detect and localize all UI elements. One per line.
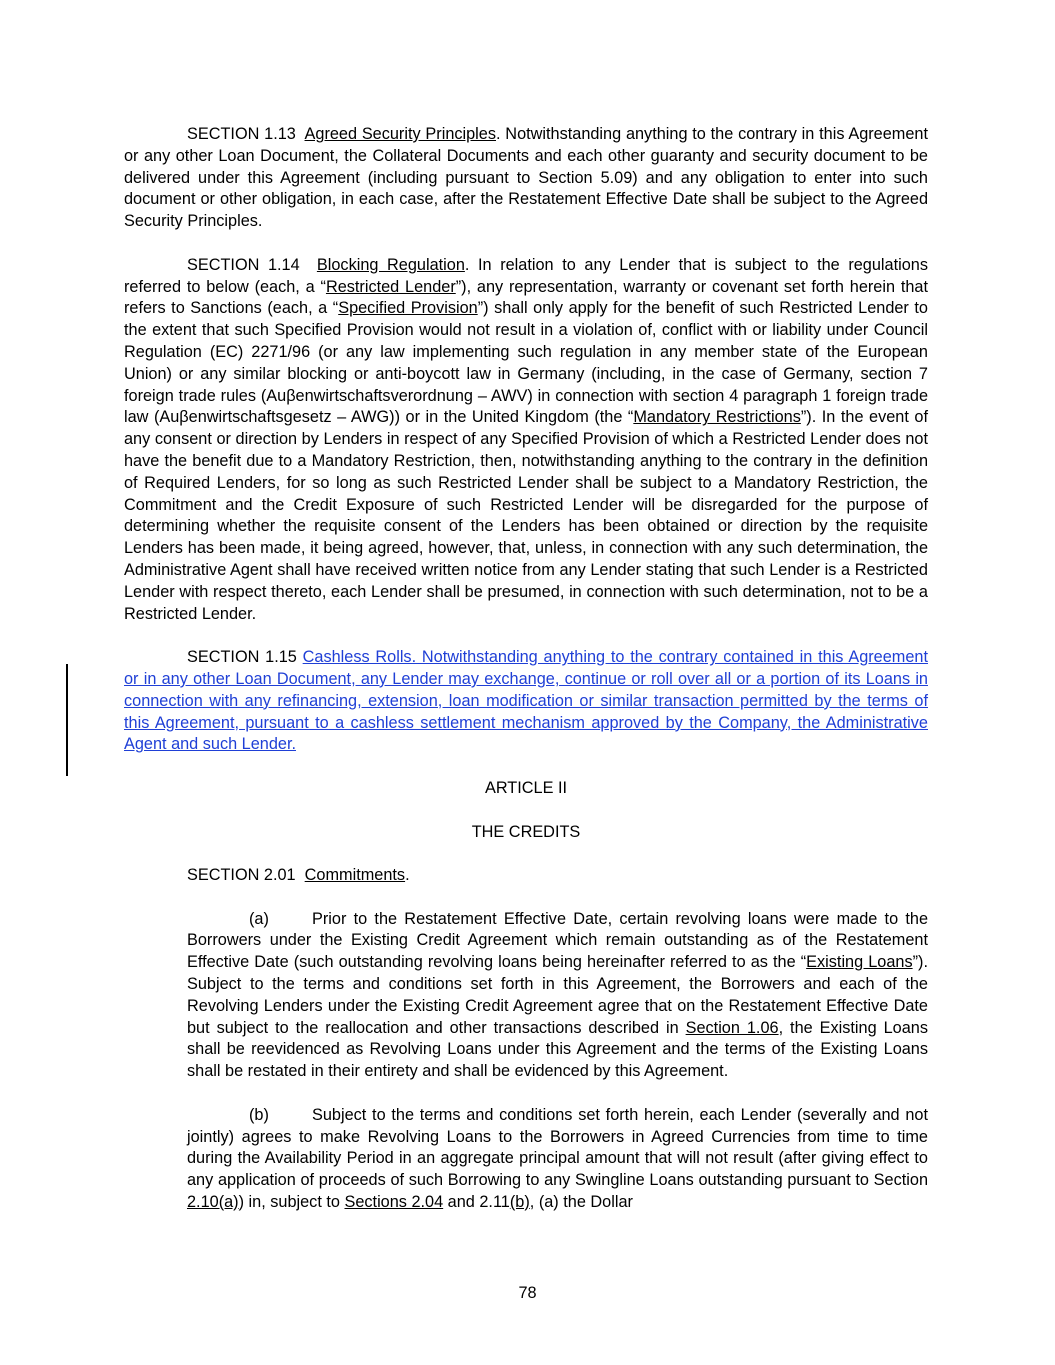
paragraph-text: Subject to the terms and conditions set forth herein, each Lender (severally and not jointly) agrees to make Revolving Loans to the Borrowers in Agreed Currencies from time to time during the Availability Period in an aggregate principal amount that will not result (after giving effect to any application of proceeds of such Borrowing to any Swingline Loans outstanding pursuant to Section xyxy=(187,1105,928,1190)
section-1-14 xyxy=(124,255,928,626)
section-text: ”). In the event of any consent or direction by Lenders in respect of any Specified Provision of which a Restricted Lender does not have the benefit due to a Mandatory Restriction, then, notwithstanding anything to the contrary in the definition of Required Lenders, for so long as such Restricted Lender shall be subject to a Mandatory Restriction, the Commitment and the Credit Exposure of such Restricted Lender will be disregarded for the purpose of determining whether the requisite consent of the Lenders has been obtained or direction by the requisite Lenders has been made, it being agreed, however, that, unless, in connection with any such determination, the Administrative Agent shall have received written notice from any Lender stating that such Lender is a Restricted Lender with respect thereto, each Lender shall be presumed, in connection with such determination, not to be a Restricted Lender. xyxy=(124,408,928,623)
cross-reference: Section 1.06 xyxy=(685,1018,779,1037)
defined-term: Restricted Lender xyxy=(325,277,456,296)
paragraph-text: Prior to the Restatement Effective Date, certain revolving loans were made to the Borrowers under the Existing Credit Agreement which remain outstanding as of the Restatement Effective Date (such outstanding revolving loans being hereinafter referred to as the “ xyxy=(187,909,928,972)
paragraph-b xyxy=(187,1105,928,1214)
section-number: SECTION 1.14 xyxy=(187,255,300,274)
section-text: . In relation to any Lender that is subject to the regulations referred to below (each, a “ xyxy=(124,255,928,296)
paragraph-text: ) in, subject to xyxy=(238,1193,345,1212)
cross-reference: Sections 2.04 xyxy=(344,1193,444,1212)
document-body xyxy=(124,124,928,1214)
paragraph-label: (a) xyxy=(249,909,269,928)
section-text: ”) shall only apply for the benefit of such Restricted Lender to the extent that such Specified Provision would not result in a violation of, conflict with or liability under Council Regulation (EC) 2271/96 (or any law implementing such regulation in any member state of the European Union) or any similar blocking or anti-boycott law in Germany (including, in the case of Germany, section 7 foreign trade rules (Auβenwirtschaftsverordnung – AWV) in connection with section 4 paragraph 1 foreign trade law (Auβenwirtschaftsgesetz – AWG)) or in the United Kingdom (the “ xyxy=(124,299,928,427)
paragraph-text: ”). Subject to the terms and conditions set forth in this Agreement, the Borrowers and each of the Revolving Lenders under the Existing Credit Agreement agree that on the Restatement Effective Date but subject to the reallocation and other transactions described in xyxy=(187,953,928,1037)
section-number: SECTION 2.01 xyxy=(187,866,296,885)
section-period: . xyxy=(405,866,410,885)
section-title: Blocking Regulation xyxy=(316,255,465,274)
page-number: 78 xyxy=(518,1284,537,1302)
article-number: ARTICLE II xyxy=(484,778,568,797)
section-number: SECTION 1.15 xyxy=(187,648,297,667)
section-1-15 xyxy=(124,647,928,756)
paragraph-text: , (a) the Dollar xyxy=(529,1193,633,1212)
section-number: SECTION 1.13 xyxy=(187,125,296,143)
section-title: Agreed Security Principles xyxy=(304,125,496,143)
cross-reference: 2.10(a) xyxy=(187,1193,239,1212)
section-title: Commitments xyxy=(304,866,406,885)
section-2-01 xyxy=(124,865,928,887)
paragraph-a xyxy=(187,909,928,1083)
section-1-13 xyxy=(124,124,928,233)
cross-reference: (b) xyxy=(509,1193,530,1212)
inserted-text: Cashless Rolls. Notwithstanding anything to the contrary contained in this Agreement or in any other Loan Document, any Lender may exchange, continue or roll over all or a portion of its Loans in connection with any refinancing, extension, loan modification or similar transaction permitted by the terms of this Agreement, pursuant to a cashless settlement mechanism approved by the Company, the Administrative Agent and such Lender. xyxy=(124,648,928,754)
defined-term: Specified Provision xyxy=(338,299,478,318)
defined-term: Mandatory Restrictions xyxy=(633,408,801,427)
paragraph-label: (b) xyxy=(249,1105,269,1124)
paragraph-text: , the Existing Loans shall be reevidenced as Revolving Loans under this Agreement and the terms of the Existing Loans shall be restated in their entirety and shall be evidenced by this Agreement. xyxy=(187,1018,928,1081)
revision-change-bar xyxy=(66,664,68,776)
article-title: THE CREDITS xyxy=(471,822,581,841)
section-text: ”), any representation, warranty or covenant set forth herein that refers to Sanctions (each, a “ xyxy=(124,277,929,318)
defined-term: Existing Loans xyxy=(806,953,913,972)
section-text: . Notwithstanding anything to the contrary in this Agreement or any other Loan Document, the Collateral Documents and each other guaranty and security document to be delivered under this Agreement (including pursuant to Section 5.09) and any obligation to enter into such document or other obligation, in each case, after the Restatement Effective Date shall be subject to the Agreed Security Principles. xyxy=(124,125,928,231)
paragraph-text: and 2.11 xyxy=(443,1193,510,1212)
